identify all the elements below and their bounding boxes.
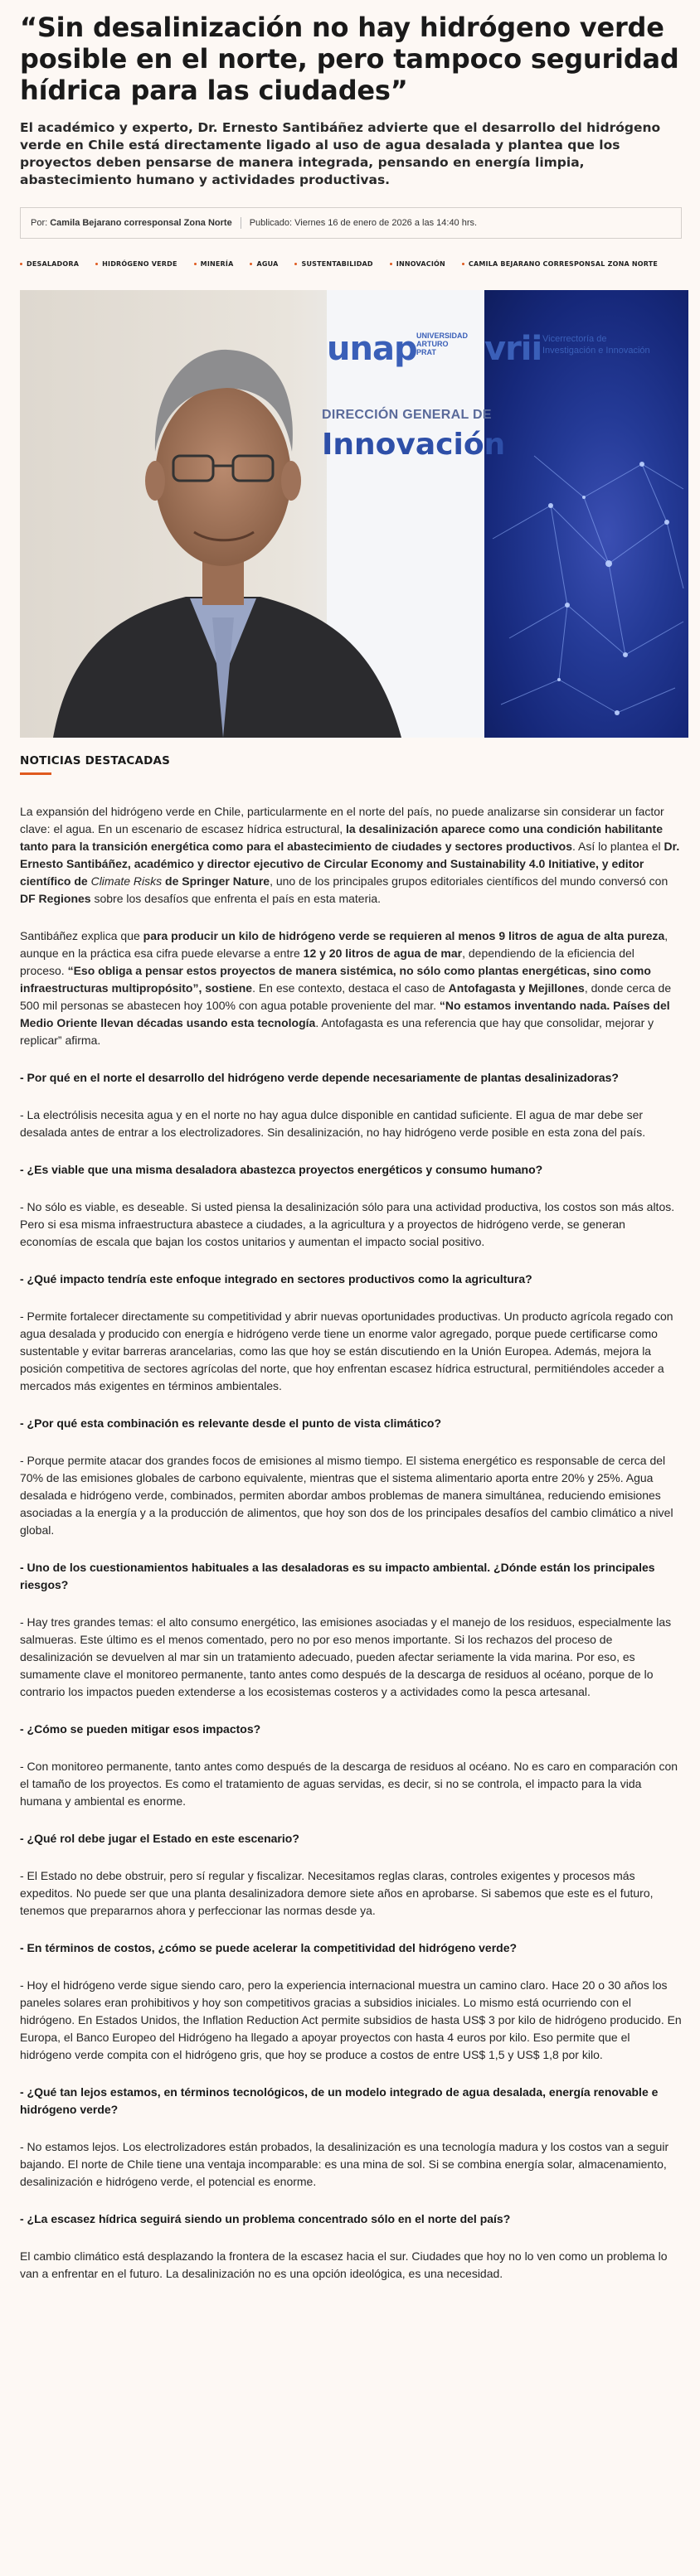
hero-image <box>20 290 688 738</box>
banner-direction-text: DIRECCIÓN GENERAL DE <box>322 408 492 422</box>
publish-date: Publicado: Viernes 16 de enero de 2026 a las 14:40 hrs. <box>249 218 478 228</box>
text-run: Antofagasta y Mejillones <box>448 981 585 995</box>
tag-link[interactable] <box>250 260 278 268</box>
paragraph-context <box>20 927 682 1049</box>
text-run: , uno de los principales grupos editoriales científicos del mundo conversó con <box>270 874 668 888</box>
section-heading[interactable]: NOTICIAS DESTACADAS <box>20 754 171 767</box>
paragraph-intro <box>20 803 682 908</box>
text-run: sobre los desafíos que enfrenta el país en esta materia. <box>90 892 382 905</box>
interview-question: - ¿Es viable que una misma desaladora abastezca proyectos energéticos y consumo humano? <box>20 1163 543 1176</box>
interview-answer: - No estamos lejos. Los electrolizadores están probados, la desalinización es una tecnología madura y los costos van a seguir bajando. El norte de Chile tiene una ventaja incomparable: es una mina de sol. Si se combina energía solar, almacenamiento, desalinización e hidrógeno verde, el potencial es enorme. <box>20 2140 669 2188</box>
interview-question: - ¿Qué tan lejos estamos, en términos tecnológicos, de un modelo integrado de agua desalada, energía renovable e hidrógeno verde? <box>20 2085 659 2116</box>
unap-logo-subtitle: UNIVERSIDAD ARTURO PRAT <box>416 332 469 356</box>
section-accent-bar <box>20 772 51 775</box>
interview-question: - ¿Qué impacto tendría este enfoque integrado en sectores productivos como la agricultura? <box>20 1272 532 1286</box>
text-run: la desalinización aparece como una condición habilitante tanto para la transición energética como para el abastecimiento de ciudades y sectores productivos <box>20 822 663 853</box>
banner-innovation-text: Innovación <box>322 428 506 462</box>
dot-icon <box>390 263 392 265</box>
interview-question: - Uno de los cuestionamientos habituales a las desaladoras es su impacto ambiental. ¿Dónde están los principales riesgos? <box>20 1561 655 1591</box>
interview-answer: - La electrólisis necesita agua y en el norte no hay agua dulce disponible en cantidad suficiente. El agua de mar debe ser desalada antes de entrar a los electrolizadores. Sin desalinización, no hay hidrógeno verde posible en esta zona del país. <box>20 1108 646 1139</box>
interview-answer: - No sólo es viable, es deseable. Si usted piensa la desalinización sólo para una actividad productiva, los costos son más altos. Pero si esa misma infraestructura abastece a ciudades, a la agricultura y a proyectos de hidrógeno verde, se generan economías de escala que bajan los costos unitarios y aumentan el impacto social positivo. <box>20 1200 675 1248</box>
interview-question: - ¿La escasez hídrica seguirá siendo un problema concentrado sólo en el norte del país? <box>20 2212 511 2225</box>
vrii-logo: vrii <box>484 330 542 368</box>
vrii-logo-subtitle: Vicerrectoría de Investigación e Innovación <box>542 334 650 356</box>
dot-icon <box>462 263 464 265</box>
interview-answer: - El Estado no debe obstruir, pero sí regular y fiscalizar. Necesitamos reglas claras, controles exigentes y procesos más expeditos. No puede ser que una planta desalinizadora demore siete años en aprobarse. Si sabemos que este es el futuro, tenemos que prepararnos ahora y perfeccionar las normas desde ya. <box>20 1869 654 1917</box>
interview-question: - ¿Por qué esta combinación es relevante desde el punto de vista climático? <box>20 1416 442 1430</box>
portrait-photo <box>20 290 418 738</box>
tag-label: HIDRÓGENO VERDE <box>102 259 177 268</box>
text-run: de Springer Nature <box>162 874 270 888</box>
text-run: , dependiendo de la eficiencia del proceso. <box>20 947 634 977</box>
tag-label: SUSTENTABILIDAD <box>301 259 373 268</box>
interview-answer: - Porque permite atacar dos grandes focos de emisiones al mismo tiempo. El sistema energético es responsable de cerca del 70% de las emisiones globales de carbono equivalente, mientras que el sistema alimentario aporta entre 20% y 25%. Agua desalada e hidrógeno verde, combinados, permiten abordar ambos problemas de manera simultánea, reduciendo emisiones asociadas a la energía y a la producción de alimentos, que hoy son dos de los principales desafíos del cambio climático a nivel global. <box>20 1454 673 1537</box>
byline-prefix: Por: <box>31 218 51 228</box>
text-run: “No estamos inventando nada. Países del Medio Oriente llevan décadas usando esta tecnología <box>20 999 670 1029</box>
dot-icon <box>20 263 22 265</box>
interview-question: - En términos de costos, ¿cómo se puede acelerar la competitividad del hidrógeno verde? <box>20 1941 518 1954</box>
dot-icon <box>250 263 252 265</box>
interview-answer: - Con monitoreo permanente, tanto antes como después de la descarga de residuos al océano. No es caro en comparación con el tamaño de los proyectos. Es como el tratamiento de aguas servidas, es decir, si no se controla, el impacto para la vida humana y ambiental es enorme. <box>20 1760 678 1808</box>
interview-answer: El cambio climático está desplazando la frontera de la escasez hacia el sur. Ciudades que hoy no lo ven como un problema lo van a enfrentar en el futuro. La desalinización no es una opción ideológica, es una necesidad. <box>20 2249 668 2280</box>
tag-link[interactable] <box>20 260 79 268</box>
dot-icon <box>294 263 297 265</box>
tag-label: MINERÍA <box>200 259 234 268</box>
text-run: . En ese contexto, destaca el caso de <box>252 981 449 995</box>
text-run: . Así lo plantea el <box>572 840 664 853</box>
text-run: DF Regiones <box>20 892 91 905</box>
interview-question: - ¿Cómo se pueden mitigar esos impactos? <box>20 1722 261 1736</box>
tag-link[interactable] <box>294 260 372 268</box>
article-lead: El académico y experto, Dr. Ernesto Santibáñez advierte que el desarrollo del hidrógeno verde en Chile está directamente ligado al uso de agua desalada y plantea que los proyectos deben pensarse de manera integrada, pensando en energía limpia, abastecimiento humano y actividades productivas. <box>20 120 661 187</box>
tag-label: CAMILA BEJARANO CORRESPONSAL ZONA NORTE <box>468 259 659 268</box>
text-run: . Antofagasta es una referencia que hay que consolidar, mejorar y replicar” afirma. <box>20 1016 654 1047</box>
interview-answer: - Hoy el hidrógeno verde sigue siendo caro, pero la experiencia internacional muestra un camino claro. Hace 20 o 30 años los paneles solares eran prohibitivos y hoy son competitivos gracias a subsidios iniciales. Lo mismo está ocurriendo con el hidrógeno. En Estados Unidos, the Inflation Reduction Act permite subsidios de hasta US$ 3 por kilo de hidrógeno producido. En Europa, el Banco Europeo del Hidrógeno ha llegado a apoyar proyectos con hasta 4 euros por kilo. Eso permite que el hidrógeno verde compita con el hidrógeno gris, que hoy se produce a costos de entre US$ 1,5 y US$ 1,8 por kilo. <box>20 1978 682 2061</box>
dot-icon <box>194 263 197 265</box>
text-run: La expansión del hidrógeno verde en Chile, particularmente en el norte del país, no puede analizarse sin considerar un factor clave: el agua. En un escenario de escasez hídrica estructural, <box>20 805 664 835</box>
tag-label: DESALADORA <box>27 259 80 268</box>
tag-list <box>20 257 682 270</box>
text-run: , donde cerca de 500 mil personas se abastecen hoy 100% con agua potable proveniente del mar. <box>20 981 672 1012</box>
text-run: Santibáñez explica que <box>20 929 143 942</box>
tag-link[interactable] <box>95 260 177 268</box>
text-run: , aunque en la práctica esa cifra puede elevarse a entre <box>20 929 668 960</box>
tag-label: AGUA <box>256 259 279 268</box>
tag-link[interactable] <box>462 260 658 268</box>
interview-question: - Por qué en el norte el desarrollo del hidrógeno verde depende necesariamente de plantas desalinizadoras? <box>20 1071 619 1084</box>
tag-link[interactable] <box>194 260 234 268</box>
tag-label: INNOVACIÓN <box>396 259 445 268</box>
interview-answer: - Permite fortalecer directamente su competitividad y abrir nuevas oportunidades productivas. Un producto agrícola regado con agua desalada y producido con energía e hidrógeno verde tiene un enorme valor agregado, porque puede certificarse como sustentable y evitar barreras arancelarias, como las que hoy se están discutiendo en la Unión Europea. Además, mejora la posición competitiva de sectores agrícolas del norte, que hoy enfrentan escasez hídrica estructural, permitiéndoles acceder a mercados más exigentes en términos ambientales. <box>20 1310 673 1392</box>
text-run: para producir un kilo de hidrógeno verde se requieren al menos 9 litros de agua de alta pureza <box>143 929 665 942</box>
interview-answer: - Hay tres grandes temas: el alto consumo energético, las emisiones asociadas y el manejo de los residuos, especialmente las salmueras. Este último es el menos comentado, pero no por eso menos importante. Si los rechazos del proceso de desalinización se devuelven al mar sin un tratamiento adecuado, pueden afectar seriamente la vida marina. Por eso, es sumamente clave el monitoreo permanente, tanto antes como después de la descarga de residuos al océano, porque de lo contrario los impactos pueden extenderse a los ecosistemas costeros y a actividades como la pesca artesanal. <box>20 1615 672 1698</box>
unap-logo: unap <box>327 330 417 368</box>
tag-link[interactable] <box>390 260 445 268</box>
article-title: “Sin desalinización no hay hidrógeno verde posible en el norte, pero tampoco seguridad hídrica para las ciudades” <box>20 12 679 106</box>
text-run: “Eso obliga a pensar estos proyectos de manera sistémica, no sólo como plantas energéticas, sino como infraestructuras multipropósito”, sostiene <box>20 964 651 995</box>
text-run: 12 y 20 litros de agua de mar <box>303 947 463 960</box>
author-link[interactable]: Camila Bejarano corresponsal Zona Norte <box>50 218 232 228</box>
dot-icon <box>95 263 98 265</box>
text-run: Climate Risks <box>90 874 163 888</box>
interview-question: - ¿Qué rol debe jugar el Estado en este escenario? <box>20 1832 299 1845</box>
article-body <box>20 803 682 2283</box>
text-run: Dr. Ernesto Santibáñez, académico y director ejecutivo de Circular Economy and Sustainability 4.0 Initiative, y editor científico de <box>20 840 680 888</box>
byline-box <box>20 207 682 239</box>
